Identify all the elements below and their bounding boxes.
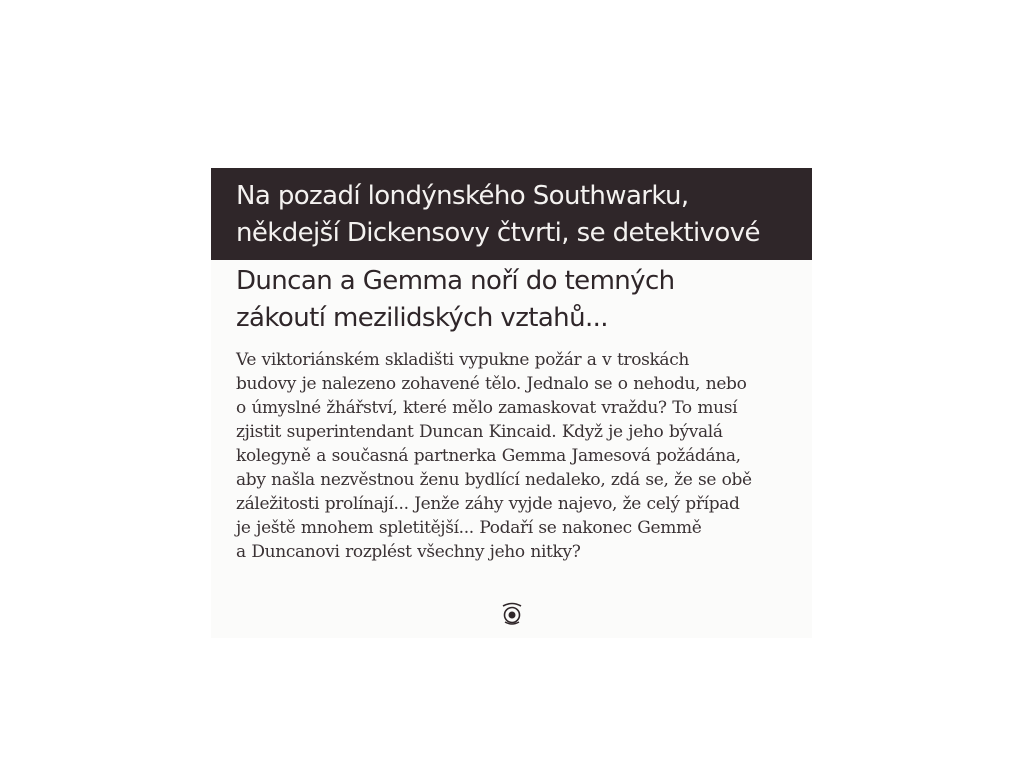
blurb-line-9: a Duncanovi rozplést všechny jeho nitky?	[236, 542, 581, 562]
publisher-logo-icon	[499, 600, 525, 626]
headline-line-2: někdejší Dickensovy čtvrti, se detektivové	[236, 218, 760, 248]
book-back-cover	[211, 168, 812, 638]
subheading-line-1: Duncan a Gemma noří do temných	[236, 266, 675, 296]
subheading-line-2: zákoutí mezilidských vztahů...	[236, 303, 608, 333]
headline-line-1: Na pozadí londýnského Southwarku,	[236, 181, 689, 211]
blurb-line-3: o úmyslné žhářství, které mělo zamaskovat vraždu? To musí	[236, 398, 738, 418]
blurb-line-6: aby našla nezvěstnou ženu bydlící nedaleko, zdá se, že se obě	[236, 470, 752, 490]
headline-banner	[211, 168, 812, 260]
blurb-line-7: záležitosti prolínají... Jenže záhy vyjde najevo, že celý případ	[236, 494, 740, 514]
blurb-line-1: Ve viktoriánském skladišti vypukne požár a v troskách	[236, 350, 689, 370]
blurb-line-8: je ještě mnohem spletitější... Podaří se nakonec Gemmě	[236, 518, 702, 538]
blurb-line-5: kolegyně a současná partnerka Gemma Jamesová požádána,	[236, 446, 741, 466]
blurb-line-2: budovy je nalezeno zohavené tělo. Jednalo se o nehodu, nebo	[236, 374, 747, 394]
blurb-paragraph	[236, 348, 806, 564]
blurb-line-4: zjistit superintendant Duncan Kincaid. Když je jeho bývalá	[236, 422, 723, 442]
subheading	[236, 263, 806, 337]
